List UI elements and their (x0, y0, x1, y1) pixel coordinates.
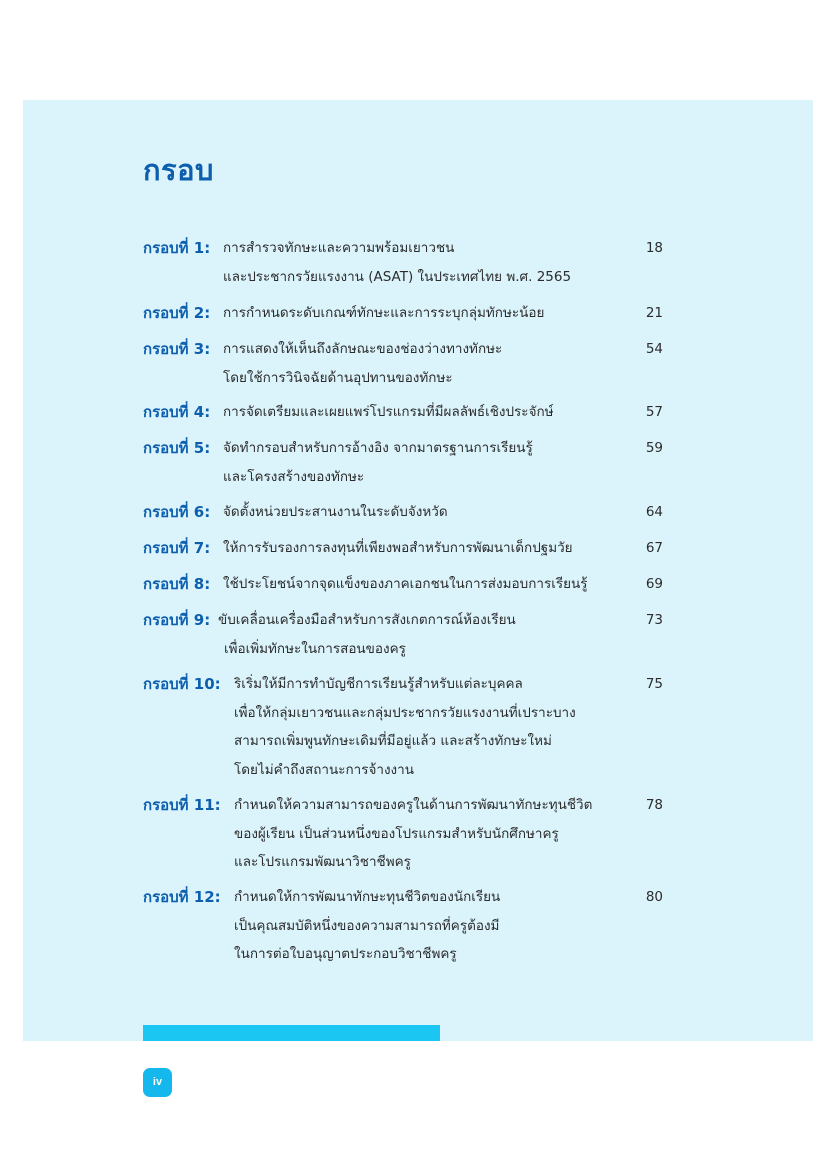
entry-page-number: 73 (645, 612, 663, 628)
entry-title-line: กำหนดให้การพัฒนาทักษะทุนชีวิตของนักเรียน (234, 889, 501, 905)
entry-label: กรอบที่ 10: (143, 675, 221, 693)
entry-title-line: สามารถเพิ่มพูนทักษะเดิมที่มีอยู่แล้ว และสร้างทักษะใหม่ (234, 733, 552, 749)
entry-page-number: 75 (645, 676, 663, 692)
entry-title-line: โดยไม่คำถึงสถานะการจ้างงาน (234, 761, 414, 778)
entry-title-line: ใช้ประโยชน์จากจุดแข็งของภาคเอกชนในการส่งมอบการเรียนรู้ (223, 576, 588, 592)
entry-label: กรอบที่ 5: (143, 439, 211, 457)
entry-title-line: เป็นคุณสมบัติหนึ่งของความสามารถที่ครูต้องมี (234, 917, 500, 934)
entry-title-line: การแสดงให้เห็นถึงลักษณะของช่องว่างทางทักษะ (223, 341, 503, 357)
entry-label: กรอบที่ 2: (143, 304, 211, 322)
entry-title-line: การสำรวจทักษะและความพร้อมเยาวชน (223, 240, 455, 256)
entry-page-number: 54 (645, 341, 663, 357)
entry-label: กรอบที่ 11: (143, 796, 221, 814)
entry-label: กรอบที่ 7: (143, 539, 211, 557)
entry-title-line: การกำหนดระดับเกณฑ์ทักษะและการระบุกลุ่มทักษะน้อย (223, 305, 545, 321)
entry-label: กรอบที่ 1: (143, 239, 211, 257)
entry-title-line: จัดตั้งหน่วยประสานงานในระดับจังหวัด (223, 504, 448, 520)
entry-page-number: 57 (645, 404, 663, 420)
entry-label: กรอบที่ 4: (143, 403, 211, 421)
entry-title-line: การจัดเตรียมและเผยแพร่โปรแกรมที่มีผลลัพธ์เชิงประจักษ์ (223, 404, 554, 420)
section-title: กรอบ (143, 153, 214, 187)
entry-title-line: ในการต่อใบอนุญาตประกอบวิชาชีพครู (234, 946, 457, 962)
entry-title-line: โดยใช้การวินิจฉัยด้านอุปทานของทักษะ (223, 369, 453, 386)
entry-title-line: ให้การรับรองการลงทุนที่เพียงพอสำหรับการพัฒนาเด็กปฐมวัย (223, 540, 573, 556)
entry-label: กรอบที่ 6: (143, 503, 211, 521)
accent-bar (143, 1025, 440, 1041)
entry-title-line: และโครงสร้างของทักษะ (223, 468, 365, 485)
entry-label: กรอบที่ 3: (143, 340, 211, 358)
entry-page-number: 67 (645, 540, 663, 556)
entry-label: กรอบที่ 9: (143, 611, 211, 629)
entry-title-line: ขับเคลื่อนเครื่องมือสำหรับการสังเกตการณ์ห้องเรียน (218, 612, 516, 628)
page-number-badge: iv (143, 1068, 172, 1097)
entry-page-number: 69 (645, 576, 663, 592)
entry-title-line: ของผู้เรียน เป็นส่วนหนึ่งของโปรแกรมสำหรับนักศึกษาครู (234, 825, 559, 842)
entry-title-line: จัดทำกรอบสำหรับการอ้างอิง จากมาตรฐานการเรียนรู้ (223, 440, 533, 456)
entry-page-number: 18 (645, 240, 663, 256)
entry-title-line: เพื่อให้กลุ่มเยาวชนและกลุ่มประชากรวัยแรงงานที่เปราะบาง (234, 704, 576, 721)
entry-title-line: เพื่อเพิ่มทักษะในการสอนของครู (224, 640, 406, 657)
entry-page-number: 21 (645, 305, 663, 321)
entry-title-line: และประชากรวัยแรงงาน (ASAT) ในประเทศไทย พ.ศ. 2565 (223, 268, 572, 285)
entry-page-number: 78 (645, 797, 663, 813)
entry-label: กรอบที่ 12: (143, 888, 221, 906)
entry-title-line: ริเริ่มให้มีการทำบัญชีการเรียนรู้สำหรับแต่ละบุคคล (234, 676, 523, 692)
entry-page-number: 80 (645, 889, 663, 905)
entry-label: กรอบที่ 8: (143, 575, 211, 593)
entry-title-line: และโปรแกรมพัฒนาวิชาชีพครู (234, 854, 411, 870)
entry-page-number: 59 (645, 440, 663, 456)
entry-page-number: 64 (645, 504, 663, 520)
entry-title-line: กำหนดให้ความสามารถของครูในด้านการพัฒนาทักษะทุนชีวิต (234, 797, 593, 813)
